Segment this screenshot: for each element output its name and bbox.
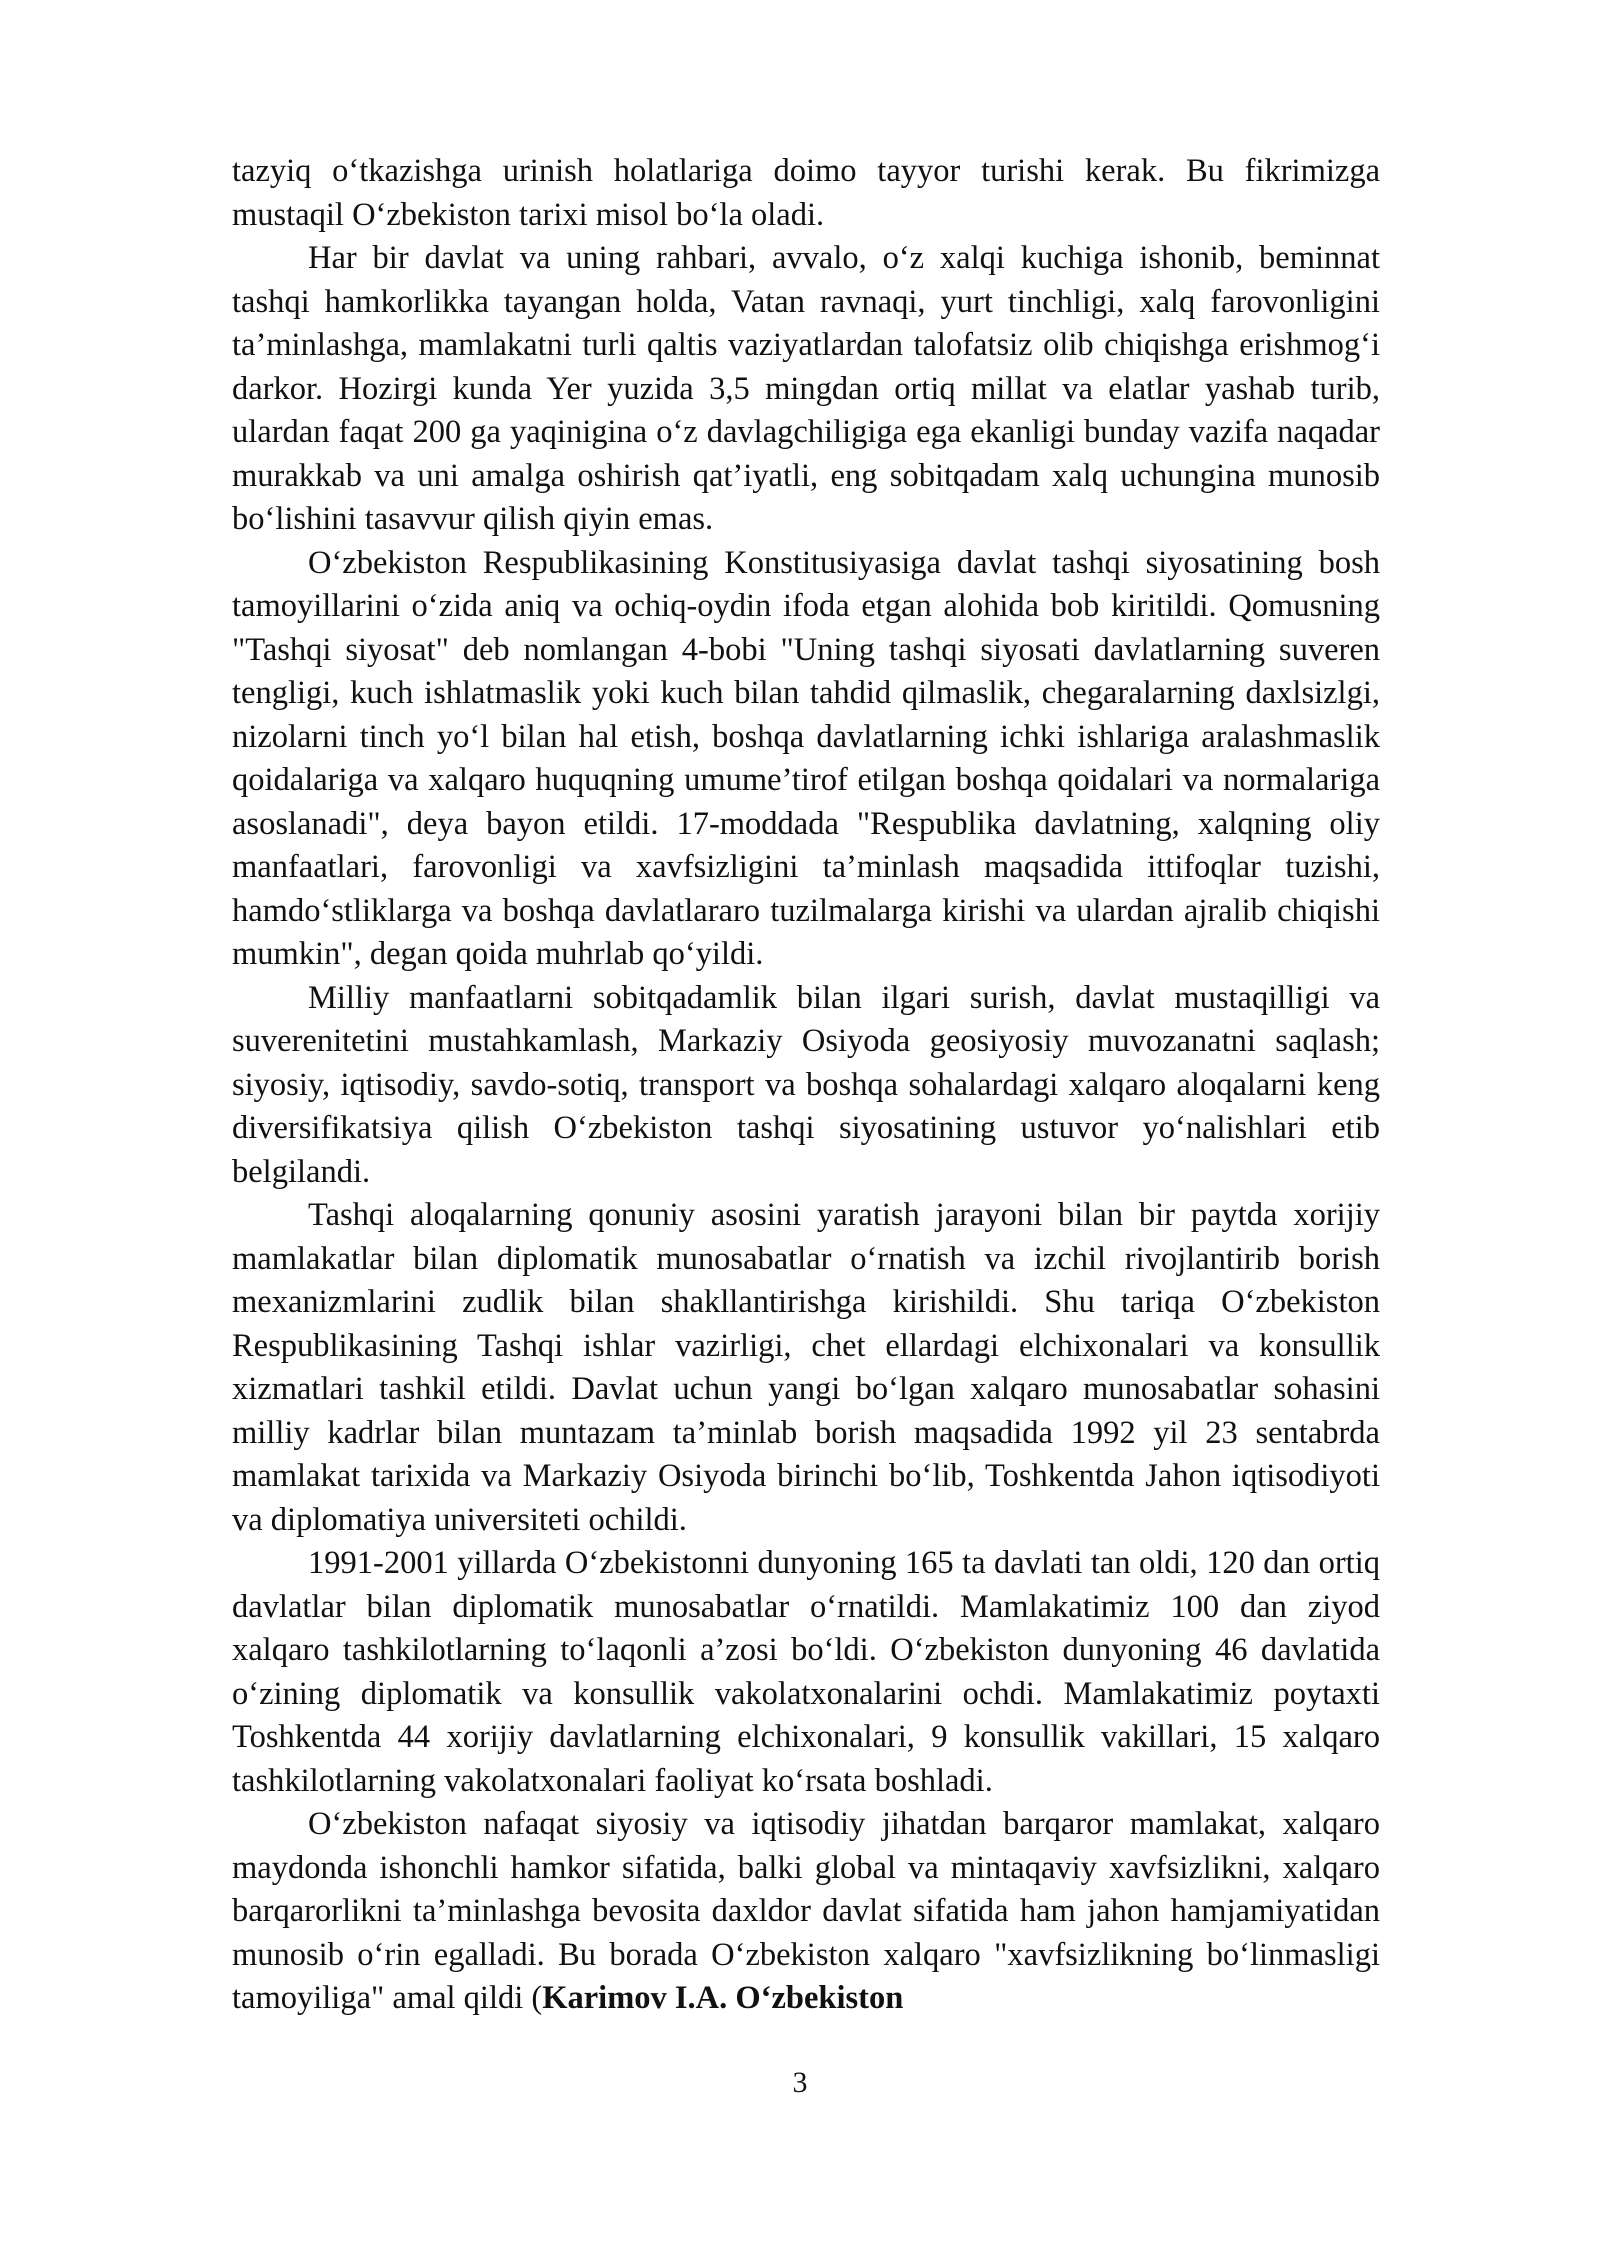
- paragraph-security: [232, 1803, 1380, 2021]
- body-text: [232, 150, 1380, 2021]
- paragraph-state-leadership: Har bir davlat va uning rahbari, avvalo, o‘z xalqi kuchiga ishonib, beminnat tashqi hamkorlikka tayangan holda, Vatan ravnaqi, yurt tinchligi, xalq farovonligini ta’minlashga, mamlakatni turli qaltis vaziyatlardan talofatsiz olib chiqishga erishmog‘i darkor. Hozirgi kunda Yer yuzida 3,5 mingdan ortiq millat va elatlar yashab turib, ulardan faqat 200 ga yaqinigina o‘z davlagchiligiga ega ekanligi bunday vazifa naqadar murakkab va uni amalga oshirish qat’iyatli, eng sobitqadam xalq uchungina munosib bo‘lishini tasavvur qilish qiyin emas.: [232, 240, 1380, 537]
- page-number: 3: [792, 2066, 808, 2099]
- paragraph-recognition-stats: 1991-2001 yillarda O‘zbekistonni dunyoning 165 ta davlati tan oldi, 120 dan ortiq davlatlar bilan diplomatik munosabatlar o‘rnatildi. Mamlakatimiz 100 dan ziyod xalqaro tashkilotlarning to‘laqonli a’zosi bo‘ldi. O‘zbekiston dunyoning 46 davlatida o‘zining diplomatik va konsullik vakolatxonalarini ochdi. Mamlakatimiz poytaxti Toshkentda 44 xorijiy davlatlarning elchixonalari, 9 konsullik vakillari, 15 xalqaro tashkilotlarning vakolatxonalari faoliyat ko‘rsata boshladi.: [232, 1545, 1380, 1799]
- citation-bold: Karimov I.A. O‘zbekiston: [542, 1980, 904, 2016]
- paragraph-security-text: O‘zbekiston nafaqat siyosiy va iqtisodiy jihatdan barqaror mamlakat, xalqaro maydonda ishonchli hamkor sifatida, balki global va mintaqaviy xavfsizlikni, xalqaro barqarorlikni ta’minlashga bevosita daxldor davlat sifatida ham jahon hamjamiyatidan munosib o‘rin egalladi. Bu borada O‘zbekiston xalqaro "xavfsizlikning bo‘linmasligi tamoyiliga" amal qildi (: [232, 1806, 1380, 2016]
- paragraph-continuation: tazyiq o‘tkazishga urinish holatlariga doimo tayyor turishi kerak. Bu fikrimizga mustaqil O‘zbekiston tarixi misol bo‘la oladi.: [232, 153, 1380, 233]
- paragraph-national-interests: Milliy manfaatlarni sobitqadamlik bilan ilgari surish, davlat mustaqilligi va suverenitetini mustahkamlash, Markaziy Osiyoda geosiyosiy muvozanatni saqlash; siyosiy, iqtisodiy, savdo-sotiq, transport va boshqa sohalardagi xalqaro aloqalarni keng diversifikatsiya qilish O‘zbekiston tashqi siyosatining ustuvor yo‘nalishlari etib belgilandi.: [232, 979, 1380, 1190]
- paragraph-foreign-relations: Tashqi aloqalarning qonuniy asosini yaratish jarayoni bilan bir paytda xorijiy mamlakatlar bilan diplomatik munosabatlar o‘rnatish va izchil rivojlantirib borish mexanizmlarini zudlik bilan shakllantirishga kirishildi. Shu tariqa O‘zbekiston Respublikasining Tashqi ishlar vazirligi, chet ellardagi elchixonalari va konsullik xizmatlari tashkil etildi. Davlat uchun yangi bo‘lgan xalqaro munosabatlar sohasini milliy kadrlar bilan muntazam ta’minlab borish maqsadida 1992 yil 23 sentabrda mamlakat tarixida va Markaziy Osiyoda birinchi bo‘lib, Toshkentda Jahon iqtisodiyoti va diplomatiya universiteti ochildi.: [232, 1197, 1380, 1538]
- paragraph-constitution: O‘zbekiston Respublikasining Konstitusiyasiga davlat tashqi siyosatining bosh tamoyillarini o‘zida aniq va ochiq-oydin ifoda etgan alohida bob kiritildi. Qomusning "Tashqi siyosat" deb nomlangan 4-bobi "Uning tashqi siyosati davlatlarning suveren tengligi, kuch ishlatmaslik yoki kuch bilan tahdid qilmaslik, chegaralarning daxlsizlgi, nizolarni tinch yo‘l bilan hal etish, boshqa davlatlarning ichki ishlariga aralashmaslik qoidalariga va xalqaro huquqning umume’tirof etilgan boshqa qoidalari va normalariga asoslanadi", deya bayon etildi. 17-moddada "Respublika davlatning, xalqning oliy manfaatlari, farovonligi va xavfsizligini ta’minlash maqsadida ittifoqlar tuzishi, hamdo‘stliklarga va boshqa davlatlararo tuzilmalarga kirishi va ulardan ajralib chiqishi mumkin", degan qoida muhrlab qo‘yildi.: [232, 544, 1380, 972]
